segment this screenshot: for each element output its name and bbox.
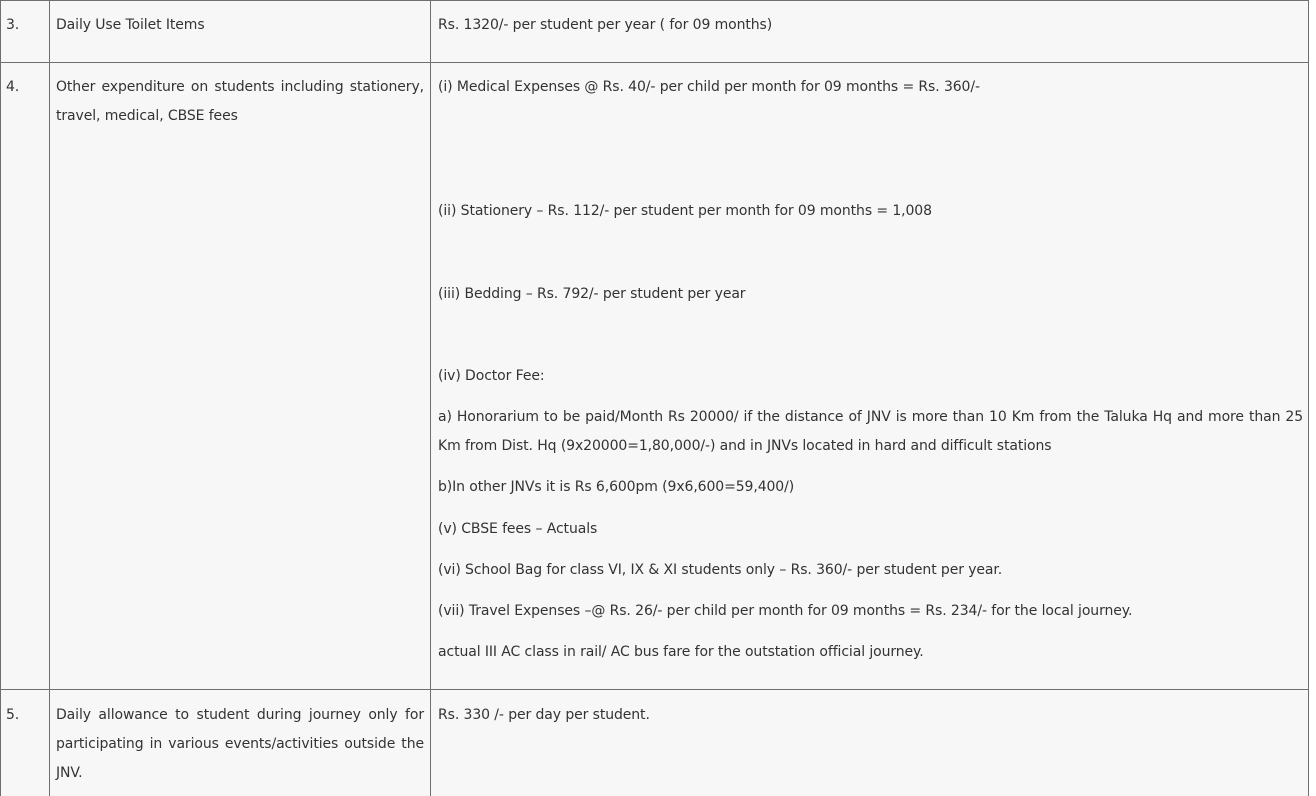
row-4-norm-cbse-fees: (v) CBSE fees – Actuals	[438, 521, 598, 537]
column-divider-item	[430, 0, 431, 796]
row-divider-4-5	[0, 689, 1309, 690]
column-divider-left	[0, 0, 1, 796]
row-4-serial-number: 4.	[6, 79, 20, 95]
row-5-norm: Rs. 330 /- per day per student.	[438, 707, 650, 723]
row-4-norm-stationery: (ii) Stationery – Rs. 112/- per student per month for 09 months = 1,008	[438, 203, 932, 219]
row-4-norm-school-bag: (vi) School Bag for class VI, IX & XI students only – Rs. 360/- per student per year.	[438, 562, 1003, 578]
row-4-norm-doctor-fee: (iv) Doctor Fee:	[438, 368, 545, 384]
row-divider-top	[0, 0, 1309, 1]
row-3-item: Daily Use Toilet Items	[56, 17, 205, 33]
column-divider-sno	[49, 0, 50, 796]
row-4-item: Other expenditure on students including stationery, travel, medical, CBSE fees	[56, 79, 424, 124]
row-4-norm-honorarium: a) Honorarium to be paid/Month Rs 20000/ if the distance of JNV is more than 10 Km from the Taluka Hq and more than 25 Km from Dist. Hq (9x20000=1,80,000/-) and in JNVs located in hard and difficult stations	[438, 409, 1303, 454]
row-divider-3-4	[0, 62, 1309, 63]
row-4-norm-other-jnvs: b)In other JNVs it is Rs 6,600pm (9x6,600=59,400/)	[438, 479, 795, 495]
row-3-serial-number: 3.	[6, 17, 20, 33]
row-4-norm-outstation-journey: actual III AC class in rail/ AC bus fare for the outstation official journey.	[438, 644, 924, 660]
row-3-norm: Rs. 1320/- per student per year ( for 09 months)	[438, 17, 773, 33]
column-divider-right	[1308, 0, 1309, 796]
row-4-norm-bedding: (iii) Bedding – Rs. 792/- per student per year	[438, 286, 746, 302]
row-5-serial-number: 5.	[6, 707, 20, 723]
row-4-norm-travel-expenses: (vii) Travel Expenses –@ Rs. 26/- per child per month for 09 months = Rs. 234/- for the local journey.	[438, 603, 1133, 619]
row-4-norm-medical: (i) Medical Expenses @ Rs. 40/- per child per month for 09 months = Rs. 360/-	[438, 79, 980, 95]
row-5-item: Daily allowance to student during journey only for participating in various events/activities outside the JNV.	[56, 707, 424, 781]
